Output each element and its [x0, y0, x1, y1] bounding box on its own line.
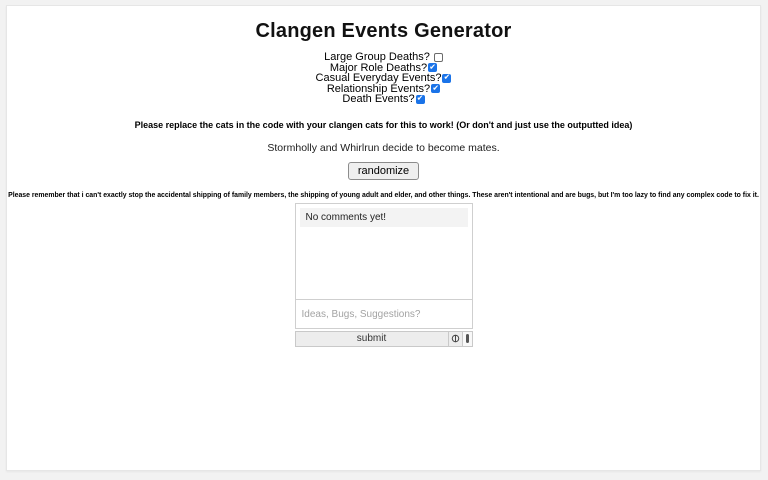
comment-input[interactable]: [302, 309, 466, 320]
page-title: Clangen Events Generator: [255, 20, 512, 42]
widget-options-button[interactable]: [448, 331, 463, 347]
major-role-deaths-checkbox[interactable]: [428, 63, 437, 72]
event-options-list: [7, 52, 760, 105]
bugs-disclaimer-text: Please remember that i can't exactly stop the accidental shipping of family members, the shipping of young adult and elder, and other things. These aren't intentional and are bugs, but I'm too lazy to find any complex code to fix it.: [8, 191, 759, 199]
check-icon: ✔: [416, 93, 424, 103]
no-comments-message: No comments yet!: [300, 208, 468, 227]
circle-slash-icon: [451, 334, 460, 343]
comment-actions-bar: [295, 331, 473, 347]
comment-list-area: [295, 203, 473, 300]
generated-event-text: Stormholly and Whirlrun decide to become mates.: [267, 141, 500, 154]
submit-comment-button[interactable]: submit: [295, 331, 449, 347]
large-group-deaths-checkbox[interactable]: [434, 53, 443, 62]
scrollbar-thumb-icon: [466, 334, 469, 343]
widget-scrollbar[interactable]: [462, 331, 473, 347]
comment-box-widget: [295, 203, 473, 347]
option-row-death-events: [7, 94, 760, 105]
comment-input-area: [295, 299, 473, 329]
check-icon: ✔: [432, 83, 440, 93]
check-icon: ✔: [443, 72, 451, 82]
option-label: Major Role Deaths?: [329, 61, 428, 74]
replace-cats-note: Please replace the cats in the code with your clangen cats for this to work! (Or don't and just use the outputted idea): [134, 119, 633, 130]
option-label: Large Group Deaths?: [324, 51, 430, 64]
randomize-button[interactable]: randomize: [348, 162, 419, 180]
relationship-events-checkbox[interactable]: [431, 84, 440, 93]
option-label: Death Events?: [342, 93, 415, 106]
option-label: Relationship Events?: [326, 82, 431, 95]
option-label: Casual Everyday Events?: [315, 72, 442, 85]
casual-everyday-events-checkbox[interactable]: [442, 74, 451, 83]
check-icon: ✔: [429, 62, 436, 72]
death-events-checkbox[interactable]: [416, 95, 425, 104]
page-content: [6, 5, 761, 471]
